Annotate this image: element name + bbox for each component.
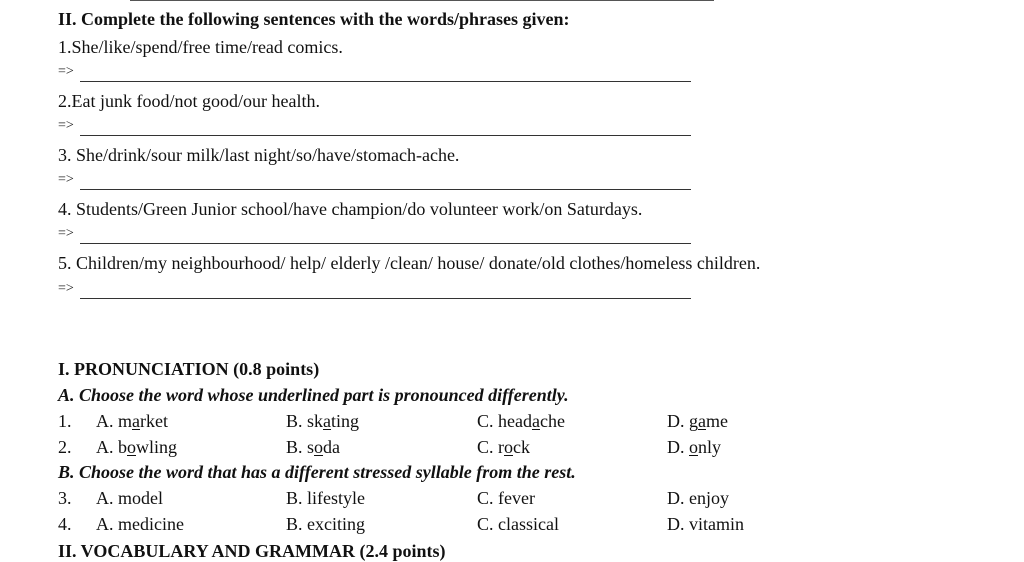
answer-arrow-4: =>	[58, 226, 74, 241]
option-d[interactable]: D. game	[667, 411, 728, 431]
option-a[interactable]: A. medicine	[96, 514, 184, 534]
option-b[interactable]: B. skating	[286, 411, 360, 431]
option-d[interactable]: D. enjoy	[667, 488, 729, 508]
question-number: 2.	[58, 437, 72, 457]
option-b[interactable]: B. soda	[286, 437, 341, 457]
question-number: 3.	[58, 488, 72, 508]
option-a[interactable]: A. model	[96, 488, 163, 508]
answer-line-5[interactable]	[80, 298, 691, 299]
option-b[interactable]: B. exciting	[286, 514, 365, 534]
section-3-title-cutoff: II. VOCABULARY AND GRAMMAR (2.4 points)	[58, 541, 446, 561]
sentence-prompt-5: 5. Children/my neighbourhood/ help/ elderly /clean/ house/ donate/old clothes/homeless children.	[58, 253, 761, 273]
answer-arrow-2: =>	[58, 118, 74, 133]
answer-line-4[interactable]	[80, 243, 691, 244]
answer-line-1[interactable]	[80, 81, 691, 82]
part-a-instruction: A. Choose the word whose underlined part is pronounced differently.	[58, 385, 569, 405]
question-number: 1.	[58, 411, 72, 431]
option-b[interactable]: B. lifestyle	[286, 488, 365, 508]
answer-arrow-3: =>	[58, 172, 74, 187]
top-rule	[130, 0, 714, 1]
option-d[interactable]: D. only	[667, 437, 722, 457]
sentence-prompt-4: 4. Students/Green Junior school/have champion/do volunteer work/on Saturdays.	[58, 199, 643, 219]
option-a[interactable]: A. market	[96, 411, 168, 431]
section-2-title: II. Complete the following sentences with the words/phrases given:	[58, 9, 570, 29]
answer-arrow-5: =>	[58, 281, 74, 296]
sentence-prompt-2: 2.Eat junk food/not good/our health.	[58, 91, 320, 111]
option-c[interactable]: C. rock	[477, 437, 530, 457]
answer-line-3[interactable]	[80, 189, 691, 190]
answer-arrow-1: =>	[58, 64, 74, 79]
answer-line-2[interactable]	[80, 135, 691, 136]
option-c[interactable]: C. classical	[477, 514, 559, 534]
section-1-title: I. PRONUNCIATION (0.8 points)	[58, 359, 320, 379]
option-a[interactable]: A. bowling	[96, 437, 178, 457]
sentence-prompt-3: 3. She/drink/sour milk/last night/so/have/stomach-ache.	[58, 145, 460, 165]
option-c[interactable]: C. fever	[477, 488, 535, 508]
sentence-prompt-1: 1.She/like/spend/free time/read comics.	[58, 37, 343, 57]
part-b-instruction: B. Choose the word that has a different stressed syllable from the rest.	[58, 462, 576, 482]
option-c[interactable]: C. headache	[477, 411, 565, 431]
option-d[interactable]: D. vitamin	[667, 514, 744, 534]
question-number: 4.	[58, 514, 72, 534]
